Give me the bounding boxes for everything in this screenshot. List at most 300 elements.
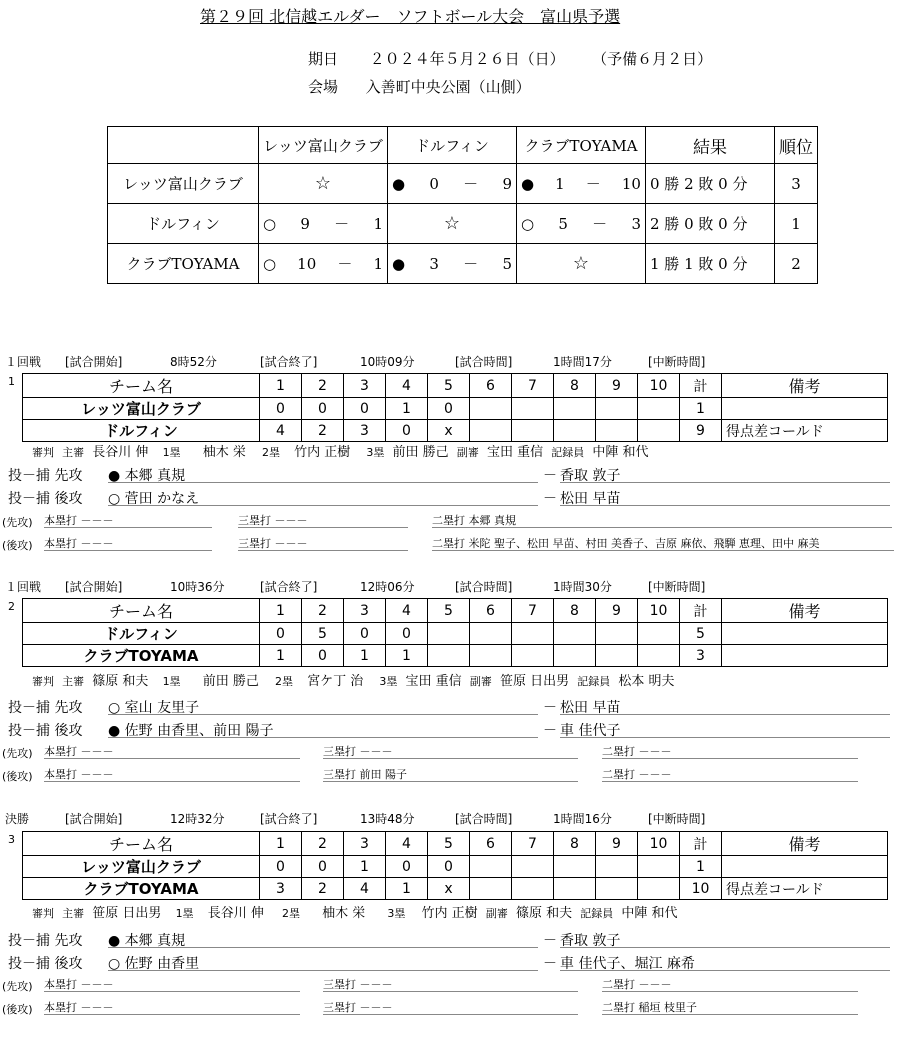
- inning-score: [428, 623, 470, 645]
- inning-2-header: 2: [302, 599, 344, 623]
- inning-score: [554, 420, 596, 442]
- bottom-doubles: 二塁打 米陀 聖子、松田 早苗、村田 美香子、吉原 麻依、飛騨 恵理、田中 麻美: [432, 535, 894, 551]
- inning-score: 3: [260, 878, 302, 900]
- bottom-triples: 三塁打 －－－: [238, 535, 408, 551]
- inning-score: [596, 645, 638, 667]
- self-match-star: ☆: [388, 204, 517, 244]
- standings-team: クラブTOYAMA: [108, 244, 259, 284]
- inning-10-header: 10: [638, 374, 680, 398]
- start-label: [試合開始]: [65, 580, 123, 594]
- inning-score: [596, 420, 638, 442]
- bottom-home-runs: 本塁打 －－－: [44, 999, 300, 1015]
- inning-score: 1: [386, 398, 428, 420]
- chief-umpire: 篠原 和夫: [92, 674, 149, 689]
- top-catcher: 香取 敦子: [560, 930, 890, 948]
- first-base-label: 1塁: [162, 675, 181, 688]
- score-for: 5: [558, 214, 568, 233]
- inning-4-header: 4: [386, 832, 428, 856]
- match-cell: [259, 204, 388, 244]
- score-against: 9: [502, 174, 512, 193]
- battery-top-label: 投－捕 先攻: [8, 468, 83, 484]
- inning-8-header: 8: [554, 599, 596, 623]
- sub-umpire: 宝田 重信: [486, 445, 544, 460]
- total-score: 1: [680, 398, 722, 420]
- inning-score: 2: [302, 878, 344, 900]
- second-base-umpire: 竹内 正樹: [294, 445, 351, 460]
- score-against: 5: [502, 254, 512, 273]
- line-score-row: [23, 878, 888, 900]
- line-score-row: [23, 856, 888, 878]
- battery-bottom-label: 投－捕 後攻: [8, 491, 83, 507]
- inning-6-header: 6: [470, 374, 512, 398]
- remark: [722, 398, 888, 420]
- standings-result: 1 勝 1 敗 0 分: [646, 244, 775, 284]
- inning-10-header: 10: [638, 832, 680, 856]
- third-base-label: 3塁: [379, 675, 398, 688]
- bottom-doubles: 二塁打 －－－: [602, 766, 858, 782]
- score-against: 10: [621, 174, 641, 193]
- recorder-label: 記録員: [580, 907, 614, 920]
- start-time: 12時32分: [170, 812, 225, 826]
- sub-umpire-label: 副審: [485, 907, 508, 920]
- top-home-runs: 本塁打 －－－: [44, 512, 212, 528]
- inning-score: 1: [344, 645, 386, 667]
- inning-score: [470, 856, 512, 878]
- remarks-header: 備考: [722, 832, 888, 856]
- standings-result: 0 勝 2 敗 0 分: [646, 164, 775, 204]
- top-triples: 三塁打 －－－: [238, 512, 408, 528]
- team-name: ドルフィン: [23, 420, 260, 442]
- loss-mark: ●: [521, 174, 535, 193]
- third-base-label: 3塁: [387, 907, 406, 920]
- second-base-umpire: 宮ケ丁 治: [307, 674, 364, 689]
- total-score: 10: [680, 878, 722, 900]
- score-for: 9: [300, 214, 310, 233]
- standings-team: レッツ富山クラブ: [108, 164, 259, 204]
- inning-score: 0: [386, 420, 428, 442]
- duration-time: 1時間17分: [553, 355, 612, 369]
- standings-table: [107, 126, 818, 284]
- top-triples: 三塁打 －－－: [323, 743, 578, 759]
- standings-header-team-3: クラブTOYAMA: [517, 127, 646, 164]
- inning-score: 0: [428, 856, 470, 878]
- bottom-catcher: 車 佳代子: [560, 720, 890, 738]
- inning-score: [428, 645, 470, 667]
- interrupt-label: [中断時間]: [648, 812, 706, 826]
- bottom-pitcher: ● 佐野 由香里、前田 陽子: [108, 720, 538, 738]
- inning-score: 1: [344, 856, 386, 878]
- battery-top-label: 投－捕 先攻: [8, 933, 83, 949]
- inning-score: x: [428, 878, 470, 900]
- line-score-header: [23, 832, 888, 856]
- inning-7-header: 7: [512, 832, 554, 856]
- date-value: ２０２４年５月２６日（日）: [369, 50, 565, 68]
- start-time: 10時36分: [170, 580, 225, 594]
- date-line: [308, 48, 712, 69]
- match-cell: [517, 164, 646, 204]
- end-time: 12時06分: [360, 580, 415, 594]
- standings-header-result: 結果: [646, 127, 775, 164]
- game-number: 3: [8, 833, 15, 846]
- inning-score: 4: [260, 420, 302, 442]
- bottom-triples: 三塁打 前田 陽子: [323, 766, 578, 782]
- inning-9-header: 9: [596, 832, 638, 856]
- total-score: 5: [680, 623, 722, 645]
- top-catcher: 香取 敦子: [560, 465, 890, 483]
- inning-score: [638, 420, 680, 442]
- game-number: 2: [8, 600, 15, 613]
- total-header: 計: [680, 599, 722, 623]
- umpire-label: 審判: [32, 446, 54, 459]
- recorder: 松本 明夫: [618, 674, 675, 689]
- battery-dash: －: [543, 723, 557, 739]
- standings-result: 2 勝 0 敗 0 分: [646, 204, 775, 244]
- inning-5-header: 5: [428, 374, 470, 398]
- win-mark: ○: [263, 254, 277, 273]
- inning-score: [512, 420, 554, 442]
- top-hits-label: (先攻): [2, 980, 33, 993]
- inning-score: 0: [302, 645, 344, 667]
- inning-2-header: 2: [302, 832, 344, 856]
- duration-label: [試合時間]: [455, 812, 513, 826]
- inning-3-header: 3: [344, 832, 386, 856]
- battery-dash: －: [543, 468, 557, 484]
- top-doubles: 二塁打 本郷 真規: [432, 512, 892, 528]
- end-label: [試合終了]: [260, 812, 318, 826]
- first-base-umpire: 長谷川 伸: [207, 906, 264, 921]
- battery-dash: －: [543, 933, 557, 949]
- umpire-row: [32, 902, 682, 921]
- inning-score: 0: [260, 856, 302, 878]
- bottom-catcher: 車 佳代子、堀江 麻希: [560, 953, 890, 971]
- inning-score: 0: [344, 398, 386, 420]
- battery-bottom-label: 投－捕 後攻: [8, 956, 83, 972]
- standings-row: [108, 164, 818, 204]
- inning-score: [512, 398, 554, 420]
- recorder-label: 記録員: [577, 675, 611, 688]
- team-name: レッツ富山クラブ: [23, 398, 260, 420]
- inning-7-header: 7: [512, 374, 554, 398]
- total-score: 1: [680, 856, 722, 878]
- chief-label: 主審: [62, 907, 85, 920]
- duration-label: [試合時間]: [455, 580, 513, 594]
- score-against: 3: [631, 214, 641, 233]
- line-score-row: [23, 398, 888, 420]
- umpire-label: 審判: [32, 675, 54, 688]
- game-number: 1: [8, 375, 15, 388]
- game-round: １回戦: [5, 355, 42, 369]
- inning-score: 0: [386, 623, 428, 645]
- end-time: 13時48分: [360, 812, 415, 826]
- inning-score: [638, 878, 680, 900]
- battery-dash: －: [543, 700, 557, 716]
- second-base-label: 2塁: [274, 675, 293, 688]
- top-home-runs: 本塁打 －－－: [44, 976, 300, 992]
- sub-umpire-label: 副審: [469, 675, 492, 688]
- second-base-label: 2塁: [261, 446, 280, 459]
- interrupt-label: [中断時間]: [648, 580, 706, 594]
- sub-umpire: 笹原 日出男: [499, 674, 570, 689]
- standings-header-rank: 順位: [775, 127, 818, 164]
- score-for: 3: [429, 254, 439, 273]
- bottom-hits-label: (後攻): [2, 1003, 33, 1016]
- remark: [722, 623, 888, 645]
- bottom-hits-label: (後攻): [2, 770, 33, 783]
- inning-9-header: 9: [596, 374, 638, 398]
- inning-score: [554, 398, 596, 420]
- inning-10-header: 10: [638, 599, 680, 623]
- battery-dash: －: [543, 491, 557, 507]
- self-match-star: ☆: [517, 244, 646, 284]
- inning-4-header: 4: [386, 599, 428, 623]
- total-header: 計: [680, 832, 722, 856]
- remark: [722, 856, 888, 878]
- line-score-row: [23, 420, 888, 442]
- inning-score: [596, 856, 638, 878]
- team-name: クラブTOYAMA: [23, 645, 260, 667]
- score-against: 1: [373, 214, 383, 233]
- top-pitcher: ○ 室山 友里子: [108, 697, 538, 715]
- score-for: 1: [555, 174, 565, 193]
- inning-score: [512, 856, 554, 878]
- inning-score: 5: [302, 623, 344, 645]
- inning-score: [596, 878, 638, 900]
- score-dash: －: [585, 175, 601, 193]
- page-title: 第２９回 北信越エルダー ソフトボール大会 富山県予選: [200, 7, 621, 26]
- inning-1-header: 1: [260, 832, 302, 856]
- standings-row: [108, 204, 818, 244]
- standings-rank: 1: [775, 204, 818, 244]
- inning-score: 4: [344, 878, 386, 900]
- inning-score: [512, 645, 554, 667]
- inning-6-header: 6: [470, 832, 512, 856]
- standings-header-team-2: ドルフィン: [388, 127, 517, 164]
- venue-label: 会場: [308, 78, 339, 96]
- line-score-row: [23, 623, 888, 645]
- date-reserve: （予備６月２日）: [592, 50, 713, 68]
- inning-6-header: 6: [470, 599, 512, 623]
- top-catcher: 松田 早苗: [560, 697, 890, 715]
- inning-score: [638, 645, 680, 667]
- inning-score: [470, 420, 512, 442]
- bottom-triples: 三塁打 －－－: [323, 999, 578, 1015]
- inning-7-header: 7: [512, 599, 554, 623]
- interrupt-label: [中断時間]: [648, 355, 706, 369]
- inning-score: [470, 878, 512, 900]
- team-name: ドルフィン: [23, 623, 260, 645]
- inning-score: [470, 645, 512, 667]
- battery-top-label: 投－捕 先攻: [8, 700, 83, 716]
- end-label: [試合終了]: [260, 580, 318, 594]
- top-doubles: 二塁打 －－－: [602, 976, 858, 992]
- inning-5-header: 5: [428, 832, 470, 856]
- line-score-row: [23, 645, 888, 667]
- inning-score: [470, 398, 512, 420]
- inning-score: [512, 878, 554, 900]
- third-base-umpire: 宝田 重信: [405, 674, 462, 689]
- inning-score: 0: [260, 623, 302, 645]
- bottom-home-runs: 本塁打 －－－: [44, 766, 300, 782]
- second-base-label: 2塁: [281, 907, 300, 920]
- top-triples: 三塁打 －－－: [323, 976, 578, 992]
- inning-score: 0: [302, 398, 344, 420]
- team-name: レッツ富山クラブ: [23, 856, 260, 878]
- bottom-home-runs: 本塁打 －－－: [44, 535, 212, 551]
- game-round: 決勝: [5, 812, 30, 826]
- inning-8-header: 8: [554, 832, 596, 856]
- line-score-header: [23, 374, 888, 398]
- total-score: 9: [680, 420, 722, 442]
- date-label: 期日: [308, 50, 339, 68]
- start-time: 8時52分: [170, 355, 217, 369]
- first-base-umpire: 柚木 栄: [202, 445, 246, 460]
- self-match-star: ☆: [259, 164, 388, 204]
- bottom-hits-label: (後攻): [2, 539, 33, 552]
- first-base-umpire: 前田 勝己: [202, 674, 259, 689]
- bottom-catcher: 松田 早苗: [560, 488, 890, 506]
- game-info-row: [5, 810, 705, 827]
- standings-header-blank: [108, 127, 259, 164]
- inning-score: [554, 623, 596, 645]
- game-round: １回戦: [5, 580, 42, 594]
- chief-label: 主審: [62, 446, 85, 459]
- inning-score: x: [428, 420, 470, 442]
- chief-label: 主審: [62, 675, 85, 688]
- third-base-label: 3塁: [366, 446, 385, 459]
- bottom-pitcher: ○ 佐野 由香里: [108, 953, 538, 971]
- inning-1-header: 1: [260, 599, 302, 623]
- line-score-header: [23, 599, 888, 623]
- score-dash: －: [592, 215, 608, 233]
- standings-rank: 3: [775, 164, 818, 204]
- inning-score: [638, 856, 680, 878]
- remarks-header: 備考: [722, 374, 888, 398]
- score-against: 1: [373, 254, 383, 273]
- remarks-header: 備考: [722, 599, 888, 623]
- inning-1-header: 1: [260, 374, 302, 398]
- win-mark: ○: [263, 214, 277, 233]
- standings-team: ドルフィン: [108, 204, 259, 244]
- inning-score: 3: [344, 420, 386, 442]
- line-score-table: [22, 373, 888, 442]
- recorder-label: 記録員: [551, 446, 585, 459]
- game-info-row: [5, 353, 705, 370]
- match-cell: [259, 244, 388, 284]
- match-cell: [517, 204, 646, 244]
- venue-line: [308, 76, 531, 97]
- inning-score: 2: [302, 420, 344, 442]
- inning-3-header: 3: [344, 374, 386, 398]
- umpire-row: [32, 441, 653, 460]
- first-base-label: 1塁: [175, 907, 194, 920]
- inning-9-header: 9: [596, 599, 638, 623]
- chief-umpire: 笹原 日出男: [92, 906, 162, 921]
- start-label: [試合開始]: [65, 355, 123, 369]
- score-dash: －: [463, 175, 479, 193]
- third-base-umpire: 前田 勝己: [392, 445, 449, 460]
- inning-4-header: 4: [386, 374, 428, 398]
- match-cell: [388, 164, 517, 204]
- total-header: 計: [680, 374, 722, 398]
- win-mark: ○: [521, 214, 535, 233]
- sub-umpire-label: 副審: [456, 446, 479, 459]
- duration-time: 1時間16分: [553, 812, 612, 826]
- inning-2-header: 2: [302, 374, 344, 398]
- score-dash: －: [463, 255, 479, 273]
- duration-time: 1時間30分: [553, 580, 612, 594]
- score-for: 0: [429, 174, 439, 193]
- top-hits-label: (先攻): [2, 516, 33, 529]
- inning-score: [638, 623, 680, 645]
- inning-score: [596, 398, 638, 420]
- standings-header-team-1: レッツ富山クラブ: [259, 127, 388, 164]
- top-home-runs: 本塁打 －－－: [44, 743, 300, 759]
- second-base-umpire: 柚木 栄: [322, 906, 366, 921]
- chief-umpire: 長谷川 伸: [92, 445, 149, 460]
- inning-score: 0: [386, 856, 428, 878]
- umpire-row: [32, 670, 679, 689]
- match-cell: [388, 244, 517, 284]
- inning-score: [554, 645, 596, 667]
- recorder: 中陣 和代: [592, 445, 649, 460]
- duration-label: [試合時間]: [455, 355, 513, 369]
- sub-umpire: 篠原 和夫: [515, 906, 573, 921]
- top-doubles: 二塁打 －－－: [602, 743, 858, 759]
- inning-score: 1: [386, 878, 428, 900]
- inning-score: 0: [428, 398, 470, 420]
- team-name: クラブTOYAMA: [23, 878, 260, 900]
- score-for: 10: [297, 254, 317, 273]
- end-time: 10時09分: [360, 355, 415, 369]
- first-base-label: 1塁: [162, 446, 181, 459]
- inning-score: [554, 856, 596, 878]
- recorder: 中陣 和代: [621, 906, 678, 921]
- inning-score: [470, 623, 512, 645]
- inning-3-header: 3: [344, 599, 386, 623]
- bottom-doubles: 二塁打 稲垣 枝里子: [602, 999, 858, 1015]
- remark: [722, 645, 888, 667]
- inning-score: 0: [344, 623, 386, 645]
- loss-mark: ●: [392, 174, 406, 193]
- top-pitcher: ● 本郷 真規: [108, 465, 538, 483]
- team-name-header: チーム名: [23, 599, 260, 623]
- line-score-table: [22, 831, 888, 900]
- top-pitcher: ● 本郷 真規: [108, 930, 538, 948]
- top-hits-label: (先攻): [2, 747, 33, 760]
- inning-score: [596, 623, 638, 645]
- inning-score: [638, 398, 680, 420]
- standings-header-row: [108, 127, 818, 164]
- inning-score: 1: [260, 645, 302, 667]
- inning-5-header: 5: [428, 599, 470, 623]
- loss-mark: ●: [392, 254, 406, 273]
- end-label: [試合終了]: [260, 355, 318, 369]
- score-dash: －: [334, 215, 350, 233]
- venue-value: 入善町中央公園（山側）: [365, 78, 531, 96]
- total-score: 3: [680, 645, 722, 667]
- bottom-pitcher: ○ 菅田 かなえ: [108, 488, 538, 506]
- team-name-header: チーム名: [23, 374, 260, 398]
- standings-row: [108, 244, 818, 284]
- umpire-label: 審判: [32, 907, 54, 920]
- start-label: [試合開始]: [65, 812, 123, 826]
- remark: 得点差コールド: [722, 420, 888, 442]
- third-base-umpire: 竹内 正樹: [421, 906, 478, 921]
- inning-score: 0: [260, 398, 302, 420]
- inning-score: [554, 878, 596, 900]
- remark: 得点差コールド: [722, 878, 888, 900]
- line-score-table: [22, 598, 888, 667]
